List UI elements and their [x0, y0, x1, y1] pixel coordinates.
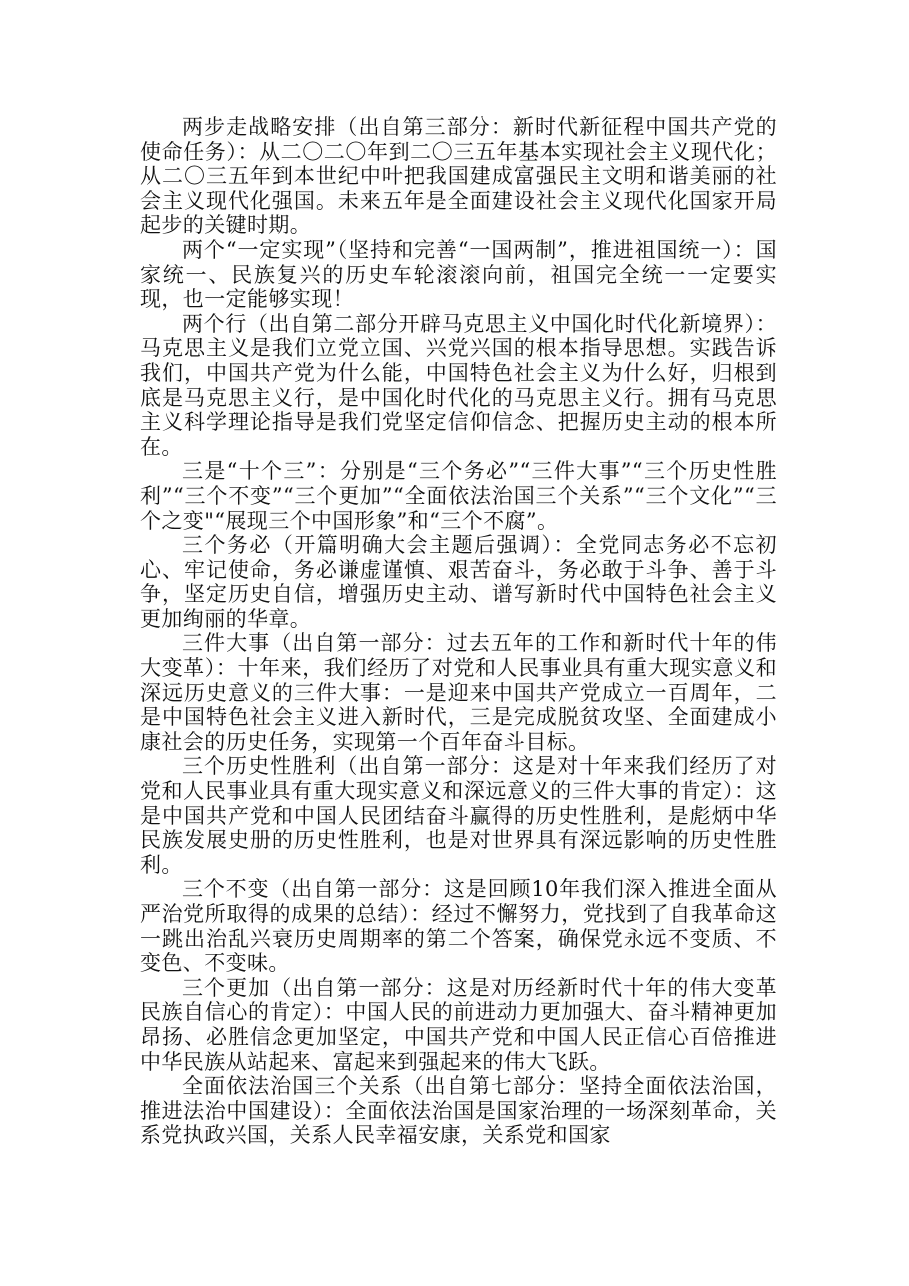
paragraph-two-definitely-realize: 两个“一定实现”（坚持和完善“一国两制”，推进祖国统一）：国家统一、民族复兴的历史车轮滚滚向前，祖国完全统一一定要实现，也一定能够实现！ [140, 237, 777, 312]
paragraph-three-unchanged: 三个不变（出自第一部分：这是回顾10年我们深入推进全面从严治党所取得的成果的总结）：经过不懈努力，党找到了自我革命这一跳出治乱兴衰历史周期率的第二个答案，确保党永远不变质、不变色、不变味。 [140, 877, 777, 976]
paragraph-three-musts: 三个务必（开篇明确大会主题后强调）：全党同志务必不忘初心、牢记使命，务必谦虚谨慎、艰苦奋斗，务必敢于斗争、善于斗争，坚定历史自信，增强历史主动、谱写新时代中国特色社会主义更加绚丽的华章。 [140, 533, 777, 631]
paragraph-three-major-events: 三件大事（出自第一部分：过去五年的工作和新时代十年的伟大变革）：十年来，我们经历了对党和人民事业具有重大现实意义和深远历史意义的三件大事：一是迎来中国共产党成立一百周年，二是中国特色社会主义进入新时代，三是完成脱贫攻坚、全面建成小康社会的历史任务，实现第一个百年奋斗目标。 [140, 631, 777, 754]
paragraph-two-works: 两个行（出自第二部分开辟马克思主义中国化时代化新境界）：马克思主义是我们立党立国、兴党兴国的根本指导思想。实践告诉我们，中国共产党为什么能，中国特色社会主义为什么好，归根到底是马克思主义行，是中国化时代化的马克思主义行。拥有马克思主义科学理论指导是我们党坚定信仰信念、把握历史主动的根本所在。 [140, 311, 777, 459]
paragraph-three-historic-victories: 三个历史性胜利（出自第一部分：这是对十年来我们经历了对党和人民事业具有重大现实意义和深远意义的三件大事的肯定）：这是中国共产党和中国人民团结奋斗赢得的历史性胜利，是彪炳中华民族发展史册的历史性胜利，也是对世界具有深远影响的历史性胜利。 [140, 754, 777, 877]
paragraph-three-more: 三个更加（出自第一部分：这是对历经新时代十年的伟大变革民族自信心的肯定）：中国人民的前进动力更加强大、奋斗精神更加昂扬、必胜信念更加坚定，中国共产党和中国人民正信心百倍推进中华民族从站起来、富起来到强起来的伟大飞跃。 [140, 975, 777, 1074]
paragraph-rule-of-law-three-relations: 全面依法治国三个关系（出自第七部分：坚持全面依法治国，推进法治中国建设）：全面依法治国是国家治理的一场深刻革命，关系党执政兴国，关系人民幸福安康，关系党和国家 [140, 1074, 777, 1148]
document-body [140, 115, 777, 1148]
paragraph-ten-threes: 三是“十个三”：分别是“三个务必”“三件大事”“三个历史性胜利”“三个不变”“三个更加”“全面依法治国三个关系”“三个文化”“三个之变"“展现三个中国形象”和“三个不腐”。 [140, 459, 777, 533]
paragraph-two-step-strategy: 两步走战略安排（出自第三部分：新时代新征程中国共产党的使命任务）：从二〇二〇年到二〇三五年基本实现社会主义现代化；从二〇三五年到本世纪中叶把我国建成富强民主文明和谐美丽的社会主义现代化强国。未来五年是全面建设社会主义现代化国家开局起步的关键时期。 [140, 115, 777, 238]
